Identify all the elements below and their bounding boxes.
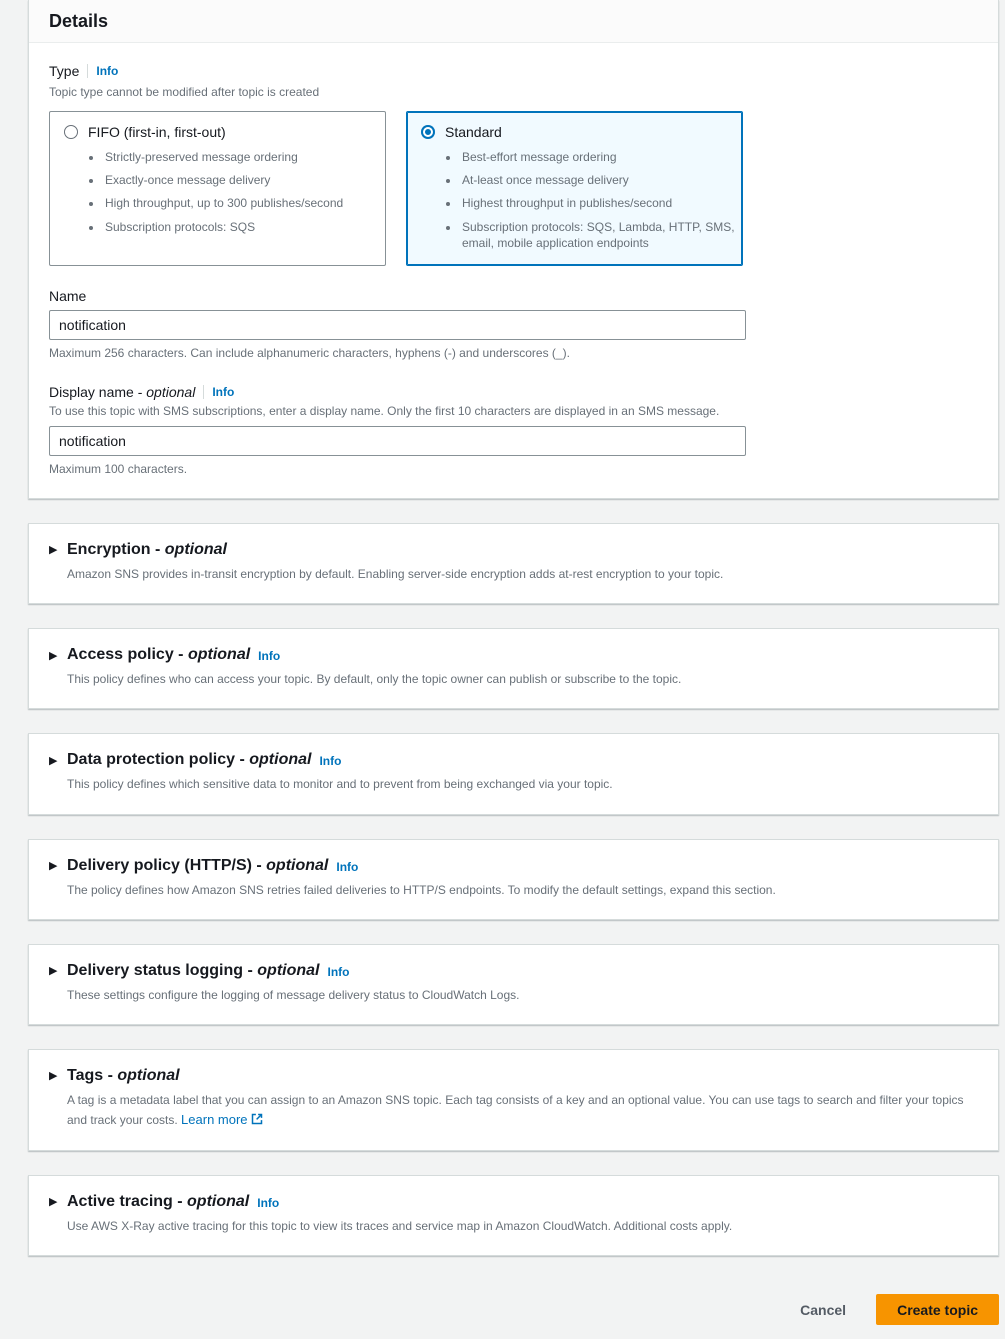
details-panel-body [29, 43, 998, 498]
type-field [49, 63, 978, 266]
learn-more-link[interactable] [181, 1112, 262, 1127]
external-link-icon [251, 1113, 263, 1125]
section-description-text: Use AWS X-Ray active tracing for this topic to view its traces and service map in Amazon CloudWatch. Additional costs apply. [67, 1218, 733, 1233]
section-info-link[interactable]: Info [257, 1195, 280, 1210]
fifo-bullet-list [50, 149, 385, 235]
standard-bullet-list [407, 149, 742, 251]
name-field [49, 288, 978, 362]
section-title: Tags - [67, 1066, 118, 1084]
section-info-link[interactable]: Info [336, 859, 359, 874]
section-description-text: This policy defines which sensitive data to monitor and to prevent from being exchanged via your topic. [67, 777, 613, 792]
standard-type-tile[interactable] [406, 111, 743, 266]
section-title: Delivery policy (HTTP/S) - [67, 856, 267, 874]
fifo-tile-title: FIFO (first-in, first-out) [88, 124, 226, 140]
expand-caret-icon: ▶ [49, 649, 58, 662]
expand-caret-icon: ▶ [49, 1070, 58, 1083]
create-topic-button[interactable]: Create topic [876, 1294, 999, 1325]
type-help-text: Topic type cannot be modified after topic is created [49, 85, 320, 99]
section-optional: optional [266, 856, 329, 874]
section-title: Data protection policy - [67, 751, 250, 769]
type-label: Type [49, 63, 80, 79]
section-description-text: A tag is a metadata label that you can assign to an Amazon SNS topic. Each tag consists of a key and an optional value. You can use tags to search and filter your topics and track your costs. [67, 1092, 964, 1128]
section-description [67, 881, 978, 900]
name-help-text: Maximum 256 characters. Can include alphanumeric characters, hyphens (-) and underscores (_). [49, 345, 570, 360]
display-name-label: Display name - optional [49, 383, 196, 400]
expand-caret-icon: ▶ [49, 1196, 58, 1209]
display-name-help-text: To use this topic with SMS subscriptions, enter a display name. Only the first 10 characters are displayed in an SMS message. [49, 403, 720, 418]
standard-bullet: • Subscription protocols: SQS, Lambda, HTTP, SMS, email, mobile application endpoints [460, 219, 742, 251]
section-title: Delivery status logging - [67, 961, 258, 979]
form-actions [28, 1294, 999, 1325]
standard-tile-title: Standard [445, 124, 502, 140]
section-description [67, 1217, 978, 1236]
section-title: Active tracing - [67, 1192, 188, 1210]
section-description-text: These settings configure the logging of message delivery status to CloudWatch Logs. [67, 987, 520, 1002]
section-description [67, 986, 978, 1005]
section-optional: optional [187, 1192, 250, 1210]
fifo-bullet: • High throughput, up to 300 publishes/second [103, 195, 385, 211]
topic-type-tiles [49, 111, 978, 266]
fifo-bullet: • Exactly-once message delivery [103, 172, 385, 188]
section-access-policy [28, 628, 999, 709]
section-optional: optional [117, 1066, 180, 1084]
display-name-optional: optional [146, 383, 196, 400]
collapsible-sections [28, 523, 999, 1256]
standard-bullet: • Highest throughput in publishes/second [460, 195, 742, 211]
standard-bullet: • Best-effort message ordering [460, 149, 742, 165]
expand-caret-icon: ▶ [49, 754, 58, 767]
section-delivery-policy-https [28, 839, 999, 920]
expand-caret-icon: ▶ [49, 860, 58, 872]
display-name-field [49, 384, 978, 478]
section-description [67, 1091, 978, 1131]
section-info-link[interactable]: Info [327, 964, 350, 979]
section-active-tracing [28, 1175, 999, 1256]
label-divider [87, 64, 88, 78]
details-panel [28, 0, 999, 499]
name-label: Name [49, 287, 87, 304]
section-title: Encryption - [67, 540, 165, 558]
section-encryption [28, 523, 999, 604]
label-divider [203, 385, 204, 399]
section-description [67, 565, 978, 584]
section-optional: optional [164, 540, 227, 558]
type-info-link[interactable]: Info [96, 64, 119, 78]
standard-bullet: • At-least once message delivery [460, 172, 742, 188]
section-optional: optional [257, 961, 320, 979]
section-tags [28, 1049, 999, 1151]
section-data-protection-policy [28, 733, 999, 814]
display-name-input[interactable] [49, 426, 746, 456]
cancel-button[interactable]: Cancel [796, 1296, 850, 1324]
fifo-bullet: • Strictly-preserved message ordering [103, 149, 385, 165]
expand-caret-icon: ▶ [49, 965, 58, 978]
display-name-info-link[interactable]: Info [212, 384, 235, 399]
fifo-radio-icon[interactable] [64, 125, 78, 139]
section-optional: optional [187, 646, 251, 664]
section-description-text: Amazon SNS provides in-transit encryption by default. Enabling server-side encryption adds at-rest encryption to your topic. [67, 566, 724, 581]
section-info-link[interactable]: Info [319, 754, 342, 769]
section-delivery-status-logging [28, 944, 999, 1025]
create-topic-form [28, 0, 999, 1339]
expand-caret-icon: ▶ [49, 544, 58, 557]
learn-more-label: Learn more [181, 1112, 248, 1128]
standard-radio-selected-icon[interactable] [421, 125, 435, 139]
section-optional: optional [249, 751, 312, 769]
details-title: Details [49, 11, 109, 31]
name-input[interactable] [49, 310, 746, 340]
section-description-text: The policy defines how Amazon SNS retries failed deliveries to HTTP/S endpoints. To modify the default settings, expand this section. [67, 882, 776, 897]
display-name-max-text: Maximum 100 characters. [49, 461, 188, 476]
section-description-text: This policy defines who can access your topic. By default, only the topic owner can publish or subscribe to the topic. [67, 672, 682, 687]
fifo-bullet: • Subscription protocols: SQS [103, 219, 385, 235]
section-title: Access policy - [67, 646, 188, 664]
section-info-link[interactable]: Info [258, 649, 281, 664]
section-description [67, 775, 978, 794]
details-panel-header [29, 0, 998, 43]
fifo-type-tile[interactable] [49, 111, 386, 266]
section-description [67, 670, 978, 689]
